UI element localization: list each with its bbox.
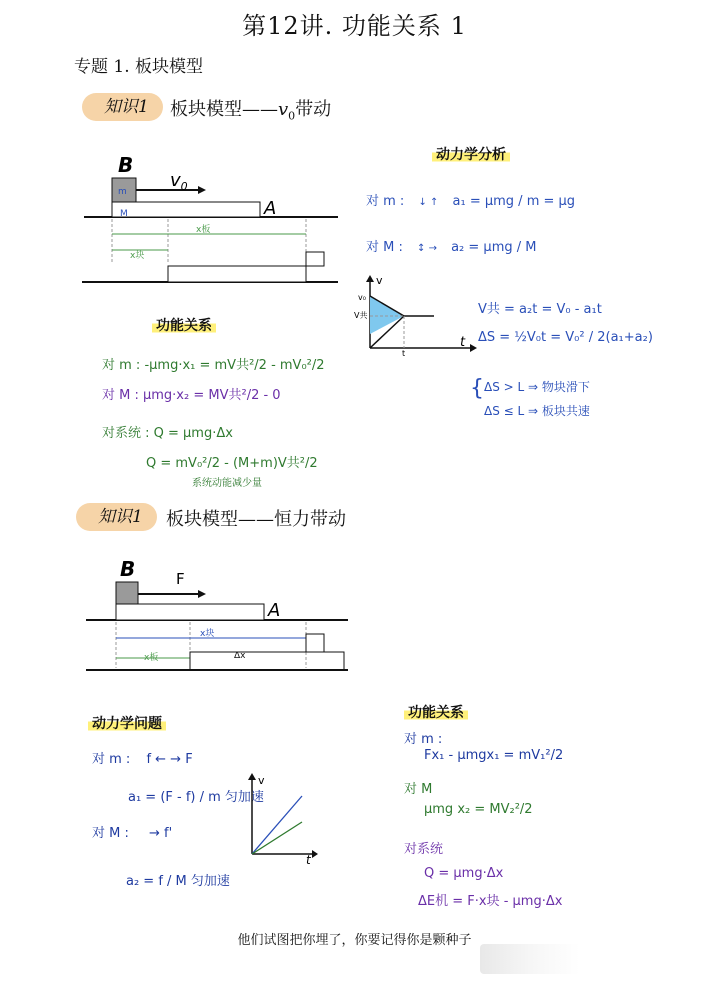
work-energy-title-2-text: 功能关系 xyxy=(404,705,468,721)
dyn-line1-prefix: 对 m : xyxy=(366,194,405,209)
section1-heading xyxy=(170,95,331,123)
dyn2-line3-prefix: 对 M : xyxy=(92,826,129,841)
section2-block-board-diagram xyxy=(82,556,350,674)
graph1-t1: t xyxy=(402,349,406,358)
section1-vt-graph xyxy=(352,274,477,359)
label-x-board-2: x板 xyxy=(144,653,159,663)
we-line4: Q = mV₀²/2 - (M+m)V共²/2 xyxy=(146,456,318,471)
graph1-t-axis: t xyxy=(460,335,466,350)
dyn-line1-arrow-icon: ↓ ↑ xyxy=(418,197,439,208)
work-energy-title-2 xyxy=(404,702,468,722)
graph1-v0: v₀ xyxy=(358,293,366,302)
case-brace-icon: { xyxy=(470,376,484,401)
label-x-block-2: x块 xyxy=(200,629,215,639)
topic-heading: 专题 1. 板块模型 xyxy=(74,57,204,77)
section1-heading-sub: 0 xyxy=(288,109,296,123)
we2-line5: 对系统 xyxy=(404,842,444,857)
dyn2-line3-arrow: → f' xyxy=(149,826,173,841)
dyn2-line1-prefix: 对 m : xyxy=(92,752,131,767)
dyn2-line4: a₂ = f / M 匀加速 xyxy=(126,874,230,889)
dyn-line2-prefix: 对 M : xyxy=(366,240,403,255)
graph1-v-axis: v xyxy=(376,274,383,287)
dynamics-title-2-text: 动力学问题 xyxy=(88,716,166,732)
page-title: 第12讲. 功能关系 1 xyxy=(242,12,467,40)
vel-line1: V共 = a₂t = V₀ - a₁t xyxy=(478,302,602,317)
decorative-smudge xyxy=(480,944,580,974)
dyn-line1-eq: a₁ = μmg / m = μg xyxy=(452,194,576,209)
we2-line3: 对 M xyxy=(404,782,433,797)
case2: ΔS ≤ L ⇒ 板块共速 xyxy=(484,404,590,418)
section1-block-board-diagram xyxy=(78,150,338,290)
dyn-line2 xyxy=(366,236,536,255)
we-note: 系统动能减少量 xyxy=(192,478,262,489)
dynamics-title xyxy=(432,144,510,164)
we2-line1: 对 m : xyxy=(404,732,443,747)
label-a-2: A xyxy=(268,600,281,621)
work-energy-title-text: 功能关系 xyxy=(152,318,216,334)
we2-line6: Q = μmg·Δx xyxy=(424,866,504,881)
label-m-upper: m xyxy=(118,187,127,197)
we-line1: 对 m : -μmg·x₁ = mV共²/2 - mV₀²/2 xyxy=(102,358,325,373)
section1-heading-prefix: 板块模型—— xyxy=(170,99,278,120)
dyn-line2-arrow-icon: ↕ → xyxy=(417,243,437,254)
we2-line2: Fx₁ - μmgx₁ = mV₁²/2 xyxy=(424,748,564,763)
section2-vt-graph xyxy=(240,770,320,866)
dyn2-line1 xyxy=(92,748,193,767)
label-x-block: x块 xyxy=(130,251,145,261)
section1-heading-var: v xyxy=(278,99,289,120)
label-b-2: B xyxy=(120,557,136,581)
we2-line7: ΔE机 = F·x块 - μmg·Δx xyxy=(418,894,563,909)
label-x-board: x板 xyxy=(196,225,211,235)
dyn2-line3 xyxy=(92,822,172,841)
label-f: F xyxy=(176,570,185,588)
label-b: B xyxy=(118,153,134,177)
label-a: A xyxy=(264,198,277,219)
graph1-va: V共 xyxy=(354,311,368,320)
dyn-line1 xyxy=(366,190,575,209)
dyn2-line2: a₁ = (F - f) / m 匀加速 xyxy=(128,790,264,805)
dynamics-title-2 xyxy=(88,713,166,733)
dyn-line2-eq: a₂ = μmg / M xyxy=(451,240,537,255)
we-line3: 对系统 : Q = μmg·Δx xyxy=(102,426,233,441)
label-dx: Δx xyxy=(234,651,246,661)
footer-quote: 他们试图把你埋了，你要记得你是颗种子 xyxy=(237,933,472,948)
section2-heading: 板块模型——恒力带动 xyxy=(166,509,346,530)
we2-line4: μmg x₂ = MV₂²/2 xyxy=(424,802,533,817)
graph2-v-axis: v xyxy=(258,774,265,787)
we-line2: 对 M : μmg·x₂ = MV共²/2 - 0 xyxy=(102,388,281,403)
graph2-t-axis: t xyxy=(306,853,311,866)
vel-line2: ΔS = ½V₀t = V₀² / 2(a₁+a₂) xyxy=(478,330,653,345)
knowledge-pill: 知识1 xyxy=(82,93,163,121)
label-m-lower: M xyxy=(120,209,128,219)
section1-heading-suffix: 带动 xyxy=(295,99,332,120)
dyn2-line1-arrows: f ← → F xyxy=(146,752,193,767)
work-energy-title xyxy=(152,315,216,335)
label-v0: $v_0$ xyxy=(170,170,188,193)
dynamics-title-text: 动力学分析 xyxy=(432,147,510,163)
case1: ΔS > L ⇒ 物块滑下 xyxy=(484,380,590,394)
knowledge-pill-2: 知识1 xyxy=(76,503,157,531)
